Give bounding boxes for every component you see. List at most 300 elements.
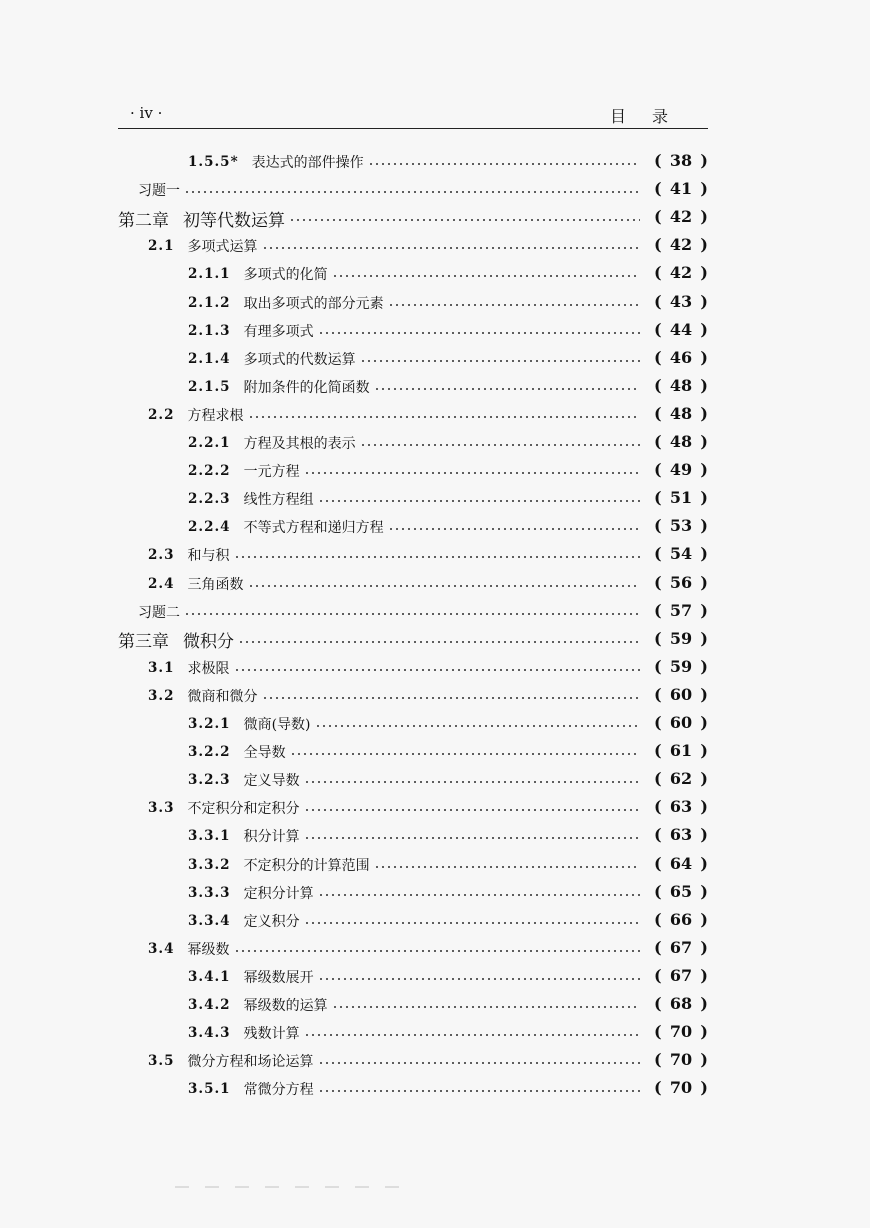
section-number: 3.3.2 (188, 856, 231, 873)
section-title: 表达式的部件操作 (251, 155, 364, 171)
section-title: 方程求根 (187, 407, 244, 424)
toc-entry-label (188, 433, 356, 453)
page-number-value: 66 (669, 909, 693, 929)
section-title: 积分计算 (243, 829, 300, 846)
page-number-value: 49 (669, 460, 693, 480)
page-reference (654, 235, 708, 254)
toc-row[interactable] (188, 457, 646, 485)
section-number: 3.4.3 (188, 1025, 231, 1042)
toc-row[interactable] (148, 401, 646, 429)
page-reference (654, 1050, 708, 1069)
section-title: 微积分 (183, 632, 234, 653)
page-number-value: 53 (669, 516, 693, 536)
page-number-value: 42 (669, 235, 693, 255)
section-title: 方程及其根的表示 (243, 436, 356, 452)
dot-leader (238, 636, 640, 644)
page-number-value: 63 (669, 797, 693, 817)
dot-leader (315, 720, 640, 728)
dot-leader (332, 1001, 640, 1009)
page-number-value: 59 (669, 628, 693, 648)
close-paren: ) (700, 684, 708, 704)
section-title: 线性方程组 (243, 492, 314, 509)
close-paren: ) (700, 909, 708, 929)
dot-leader (289, 214, 640, 222)
section-number: 第二章 (118, 210, 169, 231)
section-title: 有理多项式 (243, 323, 314, 340)
page-number-value: 59 (669, 656, 693, 676)
toc-row[interactable] (188, 148, 646, 176)
section-number: 3.3 (148, 800, 175, 817)
close-paren: ) (700, 628, 708, 648)
toc-row[interactable] (148, 682, 646, 710)
dot-leader (248, 411, 641, 419)
toc-entry-label (148, 236, 258, 256)
page-number-value: 65 (669, 881, 693, 901)
close-paren: ) (700, 741, 708, 761)
open-paren: ( (654, 488, 662, 508)
dot-leader (318, 327, 640, 335)
open-paren: ( (654, 741, 662, 761)
toc-row[interactable] (148, 570, 646, 598)
toc-entry-label (188, 826, 300, 846)
page-number-value: 67 (669, 937, 693, 957)
close-paren: ) (700, 235, 708, 255)
toc-row[interactable] (148, 232, 646, 260)
page-reference (654, 207, 708, 226)
toc-entry-label (188, 855, 370, 875)
page-number-value: 57 (669, 600, 693, 620)
page-number-value: 54 (669, 544, 693, 564)
open-paren: ( (654, 684, 662, 704)
dot-leader (262, 242, 641, 250)
toc-entry-label (188, 152, 364, 172)
section-title: 多项式的代数运算 (243, 351, 356, 368)
dot-leader (304, 832, 640, 840)
section-title: 不定积分的计算范围 (243, 857, 370, 874)
open-paren: ( (654, 965, 662, 985)
toc-entry-label (188, 489, 314, 509)
page-number-value: 70 (669, 1078, 693, 1098)
toc-entry-label (118, 206, 285, 231)
page-reference (654, 292, 708, 311)
toc-entry-label (188, 349, 356, 369)
open-paren: ( (654, 937, 662, 957)
page-number-value: 70 (669, 1050, 693, 1070)
section-number: 2.3 (148, 547, 175, 564)
open-paren: ( (654, 460, 662, 480)
toc-entry-label (188, 293, 384, 313)
section-number: 2.1.2 (188, 294, 231, 311)
toc-row[interactable] (188, 513, 646, 541)
open-paren: ( (654, 235, 662, 255)
dot-leader (318, 973, 640, 981)
toc-row[interactable] (188, 822, 646, 850)
toc-chapter-row[interactable] (118, 204, 646, 232)
toc-entry-label (188, 517, 384, 537)
open-paren: ( (654, 291, 662, 311)
section-title: 求极限 (187, 660, 230, 677)
section-number: 2.2 (148, 406, 175, 423)
section-title: 定义积分 (243, 913, 300, 930)
page-number-value: 48 (669, 432, 693, 451)
toc-row[interactable] (188, 991, 646, 1019)
toc-entry-label (188, 911, 300, 931)
page-reference (654, 825, 708, 844)
page-reference (654, 882, 708, 901)
close-paren: ) (700, 151, 708, 170)
open-paren: ( (654, 263, 662, 283)
page-reference (654, 544, 708, 563)
close-paren: ) (700, 600, 708, 620)
section-title: 多项式运算 (187, 239, 258, 256)
page-reference (654, 910, 708, 929)
section-number: 3.5.1 (188, 1081, 231, 1098)
section-title: 习题一 (138, 183, 180, 200)
page-number-value: 60 (669, 713, 693, 732)
toc-row[interactable] (188, 289, 646, 317)
page-reference (654, 966, 708, 985)
section-title: 常微分方程 (243, 1082, 314, 1099)
toc-entry-label (148, 798, 300, 818)
toc-entry-label (188, 321, 314, 341)
open-paren: ( (654, 909, 662, 929)
page-reference (654, 376, 708, 395)
page-reference (654, 629, 708, 648)
open-paren: ( (654, 207, 662, 227)
section-title: 初等代数运算 (183, 210, 285, 231)
close-paren: ) (700, 572, 708, 592)
dot-leader (304, 467, 640, 475)
close-paren: ) (700, 516, 708, 536)
section-title: 残数计算 (243, 1026, 300, 1043)
section-number: 3.2.1 (188, 716, 231, 732)
toc-entry-label (188, 770, 300, 790)
page-reference (654, 151, 708, 170)
toc-entry-label (118, 627, 234, 652)
toc-entry-label (148, 1051, 314, 1071)
page-reference (654, 685, 708, 704)
toc-row[interactable] (188, 260, 646, 288)
page-number-value: 61 (669, 741, 693, 761)
page-number-value: 46 (669, 347, 693, 367)
page-number-value: 51 (669, 488, 693, 508)
section-number: 3.3.3 (188, 884, 231, 901)
page-reference (654, 938, 708, 957)
open-paren: ( (654, 881, 662, 901)
section-title: 多项式的化简 (243, 267, 328, 284)
section-title: 一元方程 (243, 464, 300, 481)
open-paren: ( (654, 375, 662, 395)
section-title: 和与积 (187, 548, 230, 565)
close-paren: ) (700, 460, 708, 480)
toc-entry-label (188, 1079, 314, 1099)
toc-row[interactable] (188, 710, 646, 738)
section-title: 不定积分和定积分 (187, 801, 300, 818)
toc-row[interactable] (148, 1047, 646, 1075)
open-paren: ( (654, 319, 662, 339)
toc-row[interactable] (188, 879, 646, 907)
section-number: 2.2.3 (188, 491, 231, 508)
section-title: 不等式方程和递归方程 (243, 520, 384, 537)
dot-leader (234, 664, 641, 672)
dot-leader (304, 804, 641, 812)
dot-leader (374, 861, 640, 869)
close-paren: ) (700, 347, 708, 367)
page-reference (654, 1022, 708, 1041)
section-number: 2.1.4 (188, 350, 231, 367)
open-paren: ( (654, 713, 662, 732)
page-reference (654, 657, 708, 676)
open-paren: ( (654, 572, 662, 592)
scan-artifact (175, 1186, 415, 1188)
toc-row[interactable] (148, 794, 646, 822)
page-reference (654, 713, 708, 732)
dot-leader (290, 748, 640, 756)
page-reference (654, 601, 708, 620)
page-number: · iv · (130, 104, 163, 122)
close-paren: ) (700, 432, 708, 451)
section-number: 1.5.5* (188, 154, 239, 170)
dot-leader (388, 299, 640, 307)
section-number: 3.3.1 (188, 828, 231, 845)
open-paren: ( (654, 179, 662, 199)
page-number-value: 63 (669, 825, 693, 845)
close-paren: ) (700, 825, 708, 845)
dot-leader (388, 523, 640, 531)
open-paren: ( (654, 656, 662, 676)
page-reference (654, 348, 708, 367)
dot-leader (234, 945, 641, 953)
section-number: 3.2.3 (188, 772, 231, 789)
section-title: 微分方程和场论运算 (187, 1054, 314, 1071)
close-paren: ) (700, 1022, 708, 1042)
open-paren: ( (654, 403, 662, 423)
dot-leader (262, 692, 641, 700)
section-number: 2.1 (148, 238, 175, 255)
section-number: 第三章 (118, 632, 169, 653)
section-number: 3.4.1 (188, 968, 231, 985)
toc-row[interactable] (188, 485, 646, 513)
open-paren: ( (654, 628, 662, 648)
page-reference (654, 573, 708, 592)
close-paren: ) (700, 544, 708, 564)
dot-leader (318, 1085, 640, 1093)
section-title: 定积分计算 (243, 885, 314, 902)
close-paren: ) (700, 656, 708, 676)
toc-row[interactable] (148, 654, 646, 682)
section-number: 3.2.2 (188, 744, 231, 761)
toc-entry-label (188, 967, 314, 987)
section-title: 微商(导数) (243, 717, 311, 733)
toc-row[interactable] (188, 907, 646, 935)
dot-leader (304, 917, 640, 925)
page-reference (654, 854, 708, 873)
page-reference (654, 516, 708, 535)
running-title: 目录 (609, 107, 694, 126)
section-title: 定义导数 (243, 773, 300, 790)
dot-leader (304, 1029, 640, 1037)
page-number-value: 44 (669, 319, 693, 339)
close-paren: ) (700, 853, 708, 873)
section-title: 习题二 (138, 604, 180, 621)
page-reference (654, 404, 708, 423)
section-number: 2.1.3 (188, 322, 231, 339)
toc-row[interactable] (138, 598, 646, 626)
page-reference (654, 994, 708, 1013)
close-paren: ) (700, 488, 708, 508)
dot-leader (318, 495, 640, 503)
toc-entry-label (188, 742, 286, 762)
toc-row[interactable] (188, 738, 646, 766)
page-number-value: 42 (669, 263, 693, 283)
section-number: 3.5 (148, 1053, 175, 1070)
close-paren: ) (700, 207, 708, 227)
open-paren: ( (654, 853, 662, 873)
page-reference (654, 460, 708, 479)
page-reference (654, 432, 708, 451)
dot-leader (374, 383, 640, 391)
close-paren: ) (700, 965, 708, 985)
close-paren: ) (700, 713, 708, 732)
dot-leader (360, 439, 640, 447)
page-header (118, 104, 708, 124)
section-number: 2.4 (148, 575, 175, 592)
section-number: 3.2 (148, 687, 175, 704)
page-reference (654, 263, 708, 282)
close-paren: ) (700, 263, 708, 283)
section-title: 取出多项式的部分元素 (243, 295, 384, 312)
page-reference (654, 179, 708, 198)
section-number: 2.1.5 (188, 378, 231, 395)
section-number: 2.2.1 (188, 435, 231, 451)
section-title: 微商和微分 (187, 688, 258, 705)
toc-entry-label (188, 264, 328, 284)
toc-entry-label (188, 461, 300, 481)
close-paren: ) (700, 797, 708, 817)
section-number: 3.1 (148, 659, 175, 676)
open-paren: ( (654, 1050, 662, 1070)
open-paren: ( (654, 432, 662, 451)
page-number-value: 43 (669, 291, 693, 311)
close-paren: ) (700, 994, 708, 1013)
close-paren: ) (700, 403, 708, 423)
toc-row[interactable] (188, 851, 646, 879)
page-number-value: 56 (669, 572, 693, 592)
dot-leader (318, 889, 640, 897)
toc-entry-label (148, 939, 230, 959)
page-number-value: 48 (669, 403, 693, 423)
open-paren: ( (654, 544, 662, 564)
toc-row[interactable] (188, 1019, 646, 1047)
page-number-value: 41 (669, 179, 693, 199)
section-number: 2.2.2 (188, 463, 231, 480)
page-reference (654, 1078, 708, 1097)
toc-entry-label (148, 574, 244, 594)
toc-row[interactable] (188, 1075, 646, 1103)
page-number-value: 70 (669, 1022, 693, 1042)
page-number-value: 68 (669, 994, 693, 1013)
open-paren: ( (654, 1078, 662, 1098)
section-number: 3.3.4 (188, 912, 231, 929)
section-number: 2.2.4 (188, 519, 231, 536)
dot-leader (184, 608, 640, 616)
close-paren: ) (700, 881, 708, 901)
close-paren: ) (700, 937, 708, 957)
open-paren: ( (654, 825, 662, 845)
open-paren: ( (654, 769, 662, 789)
header-rule (118, 128, 708, 129)
dot-leader (184, 186, 640, 194)
page-number-value: 48 (669, 375, 693, 395)
open-paren: ( (654, 151, 662, 170)
close-paren: ) (700, 319, 708, 339)
section-number: 3.4 (148, 940, 175, 957)
toc-entry-label (138, 602, 180, 622)
toc-entry-label (138, 180, 180, 200)
page-reference (654, 769, 708, 788)
section-title: 幂级数展开 (243, 969, 314, 986)
toc-row[interactable] (188, 317, 646, 345)
toc-entry-label (188, 377, 370, 397)
section-title: 全导数 (243, 745, 286, 762)
open-paren: ( (654, 1022, 662, 1042)
page-reference (654, 741, 708, 760)
page-number-value: 60 (669, 684, 693, 704)
toc-row[interactable] (188, 345, 646, 373)
page-reference (654, 797, 708, 816)
page-number-value: 62 (669, 769, 693, 789)
dot-leader (360, 355, 640, 363)
dot-leader (318, 1057, 641, 1065)
dot-leader (368, 158, 640, 166)
close-paren: ) (700, 375, 708, 395)
toc-row[interactable] (138, 176, 646, 204)
toc-row[interactable] (188, 373, 646, 401)
dot-leader (248, 580, 641, 588)
section-title: 三角函数 (187, 576, 244, 593)
section-title: 幂级数的运算 (243, 998, 328, 1014)
open-paren: ( (654, 797, 662, 817)
toc-row[interactable] (188, 429, 646, 457)
page-reference (654, 320, 708, 339)
section-number: 3.4.2 (188, 997, 231, 1013)
toc-entry-label (188, 995, 328, 1015)
dot-leader (304, 776, 640, 784)
toc-entry-label (188, 714, 311, 734)
close-paren: ) (700, 769, 708, 789)
close-paren: ) (700, 1050, 708, 1070)
page-number-value: 42 (669, 207, 693, 227)
toc-entry-label (148, 405, 244, 425)
toc-entry-label (188, 1023, 300, 1043)
toc-chapter-row[interactable] (118, 626, 646, 654)
section-title: 幂级数 (187, 941, 230, 958)
open-paren: ( (654, 347, 662, 367)
open-paren: ( (654, 516, 662, 536)
toc-entry-label (148, 545, 230, 565)
toc-row[interactable] (148, 935, 646, 963)
toc-row[interactable] (188, 766, 646, 794)
close-paren: ) (700, 179, 708, 199)
toc-row[interactable] (148, 541, 646, 569)
page-number-value: 38 (669, 151, 693, 170)
page-number-value: 67 (669, 965, 693, 985)
toc-entry-label (148, 686, 258, 706)
toc-row[interactable] (188, 963, 646, 991)
section-number: 2.1.1 (188, 266, 231, 283)
section-title: 附加条件的化简函数 (243, 379, 370, 396)
close-paren: ) (700, 1078, 708, 1098)
